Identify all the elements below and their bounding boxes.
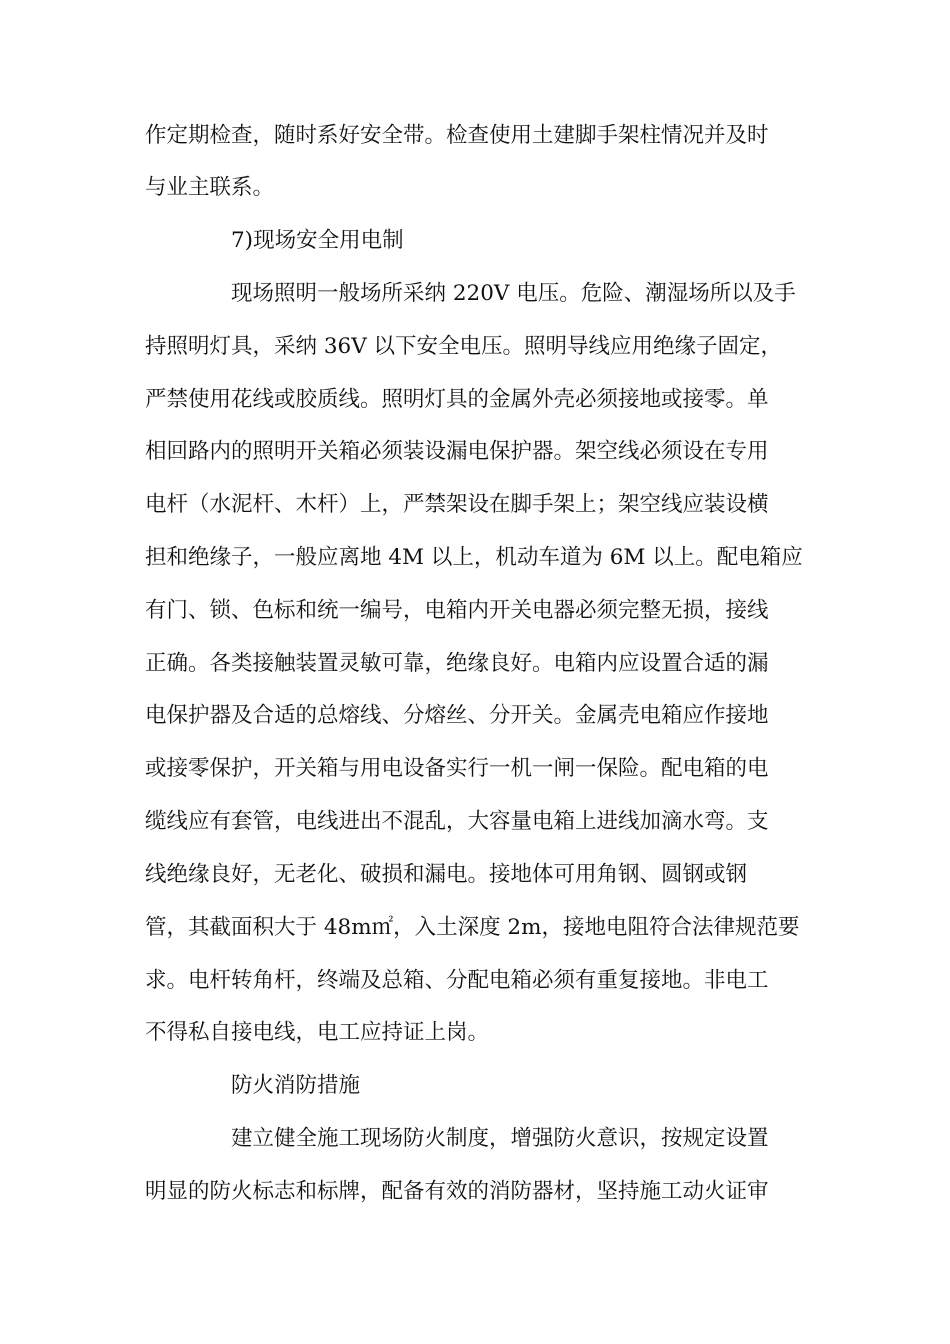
paragraph-line: 或接零保护，开关箱与用电设备实行一机一闸一保险。配电箱的电 bbox=[145, 756, 769, 781]
paragraph-line: 持照明灯具，采纳 36V 以下安全电压。照明导线应用绝缘子固定， bbox=[145, 334, 783, 359]
paragraph-line: 明显的防火标志和标牌，配备有效的消防器材，坚持施工动火证审 bbox=[145, 1179, 769, 1204]
paragraph-line: 电杆（水泥杆、木杆）上，严禁架设在脚手架上；架空线应装设横 bbox=[145, 492, 769, 517]
paragraph-line: 管，其截面积大于 48m㎡，入土深度 2m，接地电阻符合法律规范要 bbox=[145, 915, 800, 940]
section-heading-electricity: 7)现场安全用电制 bbox=[231, 228, 404, 253]
paragraph-line: 不得私自接电线，电工应持证上岗。 bbox=[145, 1020, 490, 1045]
paragraph-line: 担和绝缘子，一般应离地 4M 以上，机动车道为 6M 以上。配电箱应 bbox=[145, 545, 803, 570]
paragraph-line: 求。电杆转角杆，终端及总箱、分配电箱必须有重复接地。非电工 bbox=[145, 968, 769, 993]
paragraph-line: 建立健全施工现场防火制度，增强防火意识，按规定设置 bbox=[231, 1126, 769, 1151]
section-heading-fire: 防火消防措施 bbox=[231, 1073, 361, 1098]
paragraph-line: 线绝缘良好，无老化、破损和漏电。接地体可用角钢、圆钢或钢 bbox=[145, 862, 748, 887]
paragraph-line: 缆线应有套管，电线进出不混乱，大容量电箱上进线加滴水弯。支 bbox=[145, 809, 769, 834]
paragraph-line: 与业主联系。 bbox=[145, 175, 275, 200]
paragraph-line: 相回路内的照明开关箱必须装设漏电保护器。架空线必须设在专用 bbox=[145, 439, 769, 464]
paragraph-line: 现场照明一般场所采纳 220V 电压。危险、潮湿场所以及手 bbox=[231, 281, 796, 306]
paragraph-line: 作定期检查，随时系好安全带。检查使用土建脚手架柱情况并及时 bbox=[145, 123, 769, 148]
paragraph-line: 电保护器及合适的总熔线、分熔丝、分开关。金属壳电箱应作接地 bbox=[145, 703, 769, 728]
paragraph-line: 有门、锁、色标和统一编号，电箱内开关电器必须完整无损，接线 bbox=[145, 598, 769, 623]
paragraph-line: 严禁使用花线或胶质线。照明灯具的金属外壳必须接地或接零。单 bbox=[145, 387, 769, 412]
paragraph-line: 正确。各类接触装置灵敏可靠，绝缘良好。电箱内应设置合适的漏 bbox=[145, 651, 769, 676]
